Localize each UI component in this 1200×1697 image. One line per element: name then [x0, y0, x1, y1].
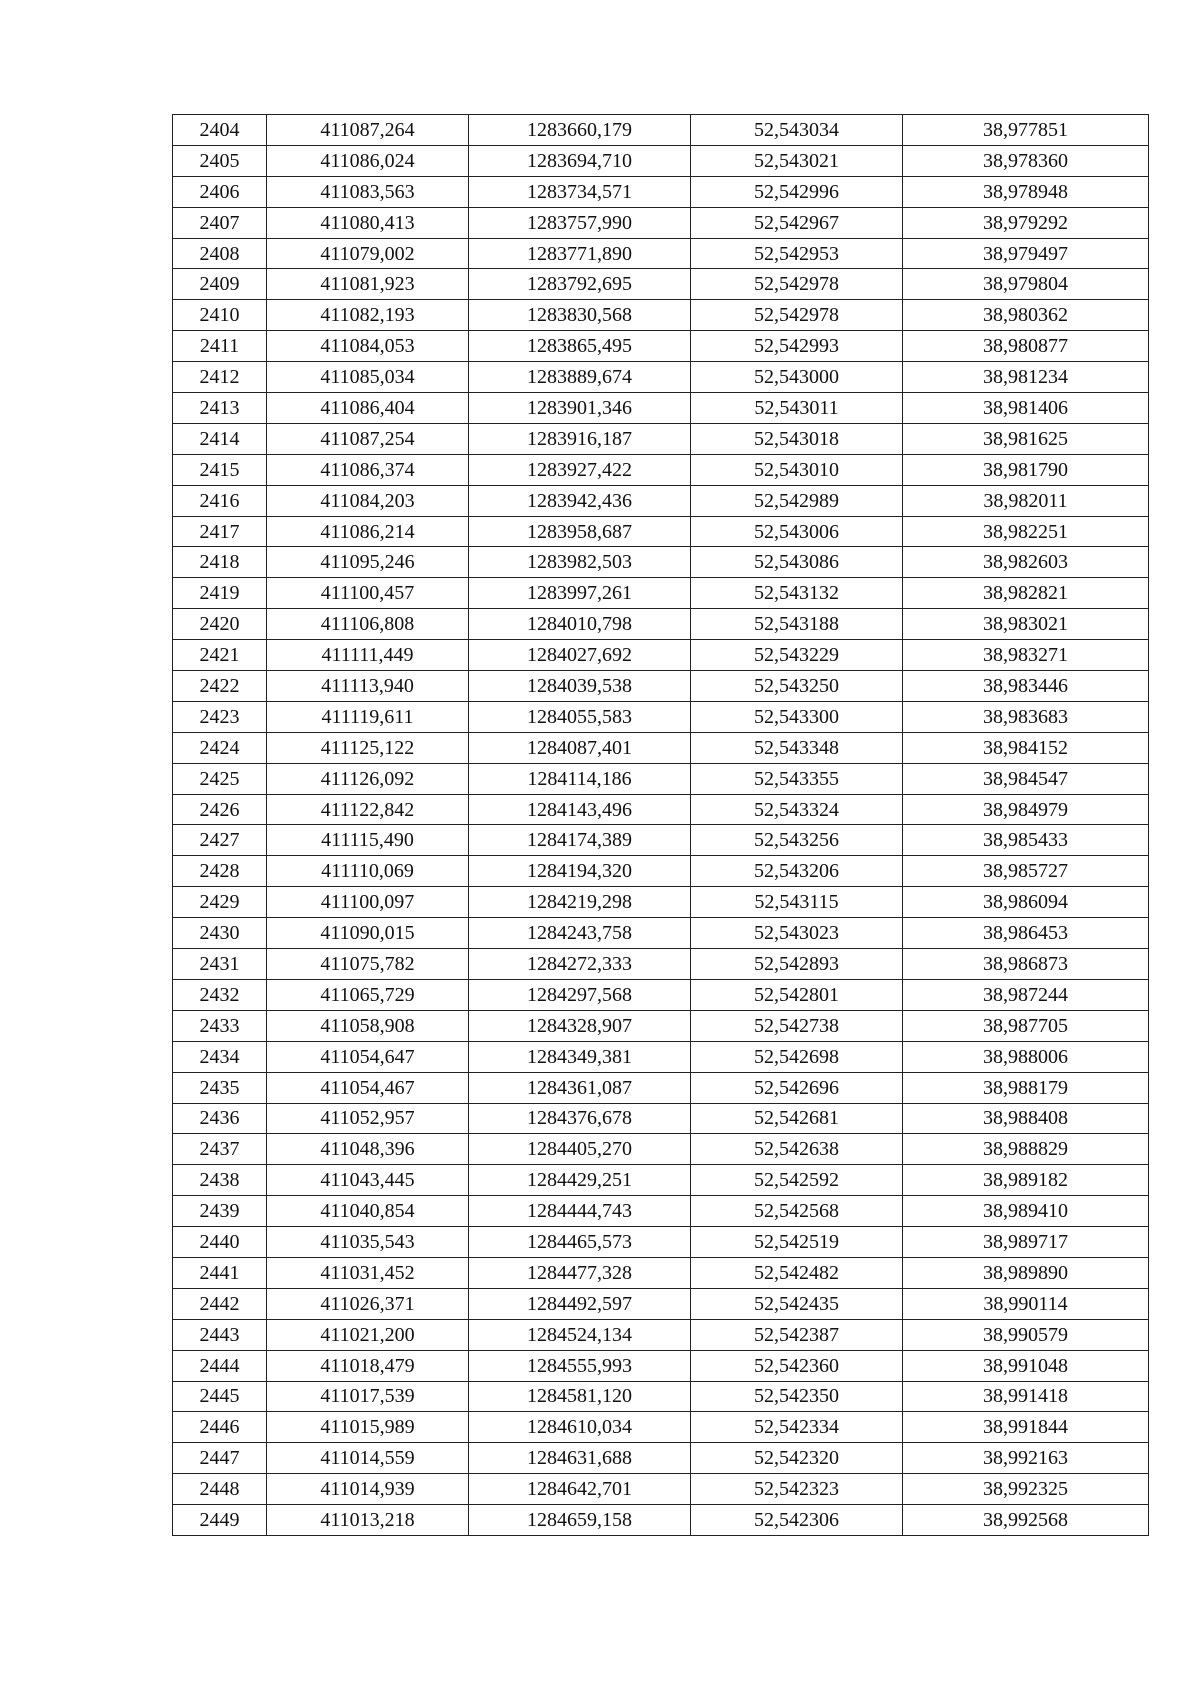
coordinates-table	[172, 114, 1149, 1536]
y-coordinate-cell: 1284631,688	[469, 1443, 691, 1474]
y-coordinate-cell: 1283958,687	[469, 516, 691, 547]
longitude-cell: 38,981790	[903, 454, 1149, 485]
longitude-cell: 38,988829	[903, 1134, 1149, 1165]
y-coordinate-cell: 1284272,333	[469, 949, 691, 980]
longitude-cell: 38,990114	[903, 1288, 1149, 1319]
longitude-cell: 38,982821	[903, 578, 1149, 609]
latitude-cell: 52,542696	[691, 1072, 903, 1103]
x-coordinate-cell: 411075,782	[267, 949, 469, 980]
longitude-cell: 38,992568	[903, 1505, 1149, 1536]
x-coordinate-cell: 411014,939	[267, 1474, 469, 1505]
longitude-cell: 38,979497	[903, 238, 1149, 269]
latitude-cell: 52,542993	[691, 331, 903, 362]
x-coordinate-cell: 411100,457	[267, 578, 469, 609]
x-coordinate-cell: 411084,053	[267, 331, 469, 362]
point-number-cell: 2408	[173, 238, 267, 269]
point-number-cell: 2431	[173, 949, 267, 980]
y-coordinate-cell: 1284405,270	[469, 1134, 691, 1165]
point-number-cell: 2409	[173, 269, 267, 300]
longitude-cell: 38,981406	[903, 393, 1149, 424]
table-row	[173, 1227, 1149, 1258]
latitude-cell: 52,543021	[691, 145, 903, 176]
y-coordinate-cell: 1284219,298	[469, 887, 691, 918]
point-number-cell: 2423	[173, 701, 267, 732]
longitude-cell: 38,991418	[903, 1381, 1149, 1412]
x-coordinate-cell: 411082,193	[267, 300, 469, 331]
y-coordinate-cell: 1284465,573	[469, 1227, 691, 1258]
table-row	[173, 1443, 1149, 1474]
x-coordinate-cell: 411106,808	[267, 609, 469, 640]
x-coordinate-cell: 411058,908	[267, 1010, 469, 1041]
table-row	[173, 794, 1149, 825]
point-number-cell: 2410	[173, 300, 267, 331]
latitude-cell: 52,543355	[691, 763, 903, 794]
longitude-cell: 38,989890	[903, 1257, 1149, 1288]
longitude-cell: 38,989410	[903, 1196, 1149, 1227]
point-number-cell: 2436	[173, 1103, 267, 1134]
y-coordinate-cell: 1284610,034	[469, 1412, 691, 1443]
table-row	[173, 207, 1149, 238]
x-coordinate-cell: 411040,854	[267, 1196, 469, 1227]
point-number-cell: 2444	[173, 1350, 267, 1381]
latitude-cell: 52,542519	[691, 1227, 903, 1258]
point-number-cell: 2413	[173, 393, 267, 424]
y-coordinate-cell: 1284659,158	[469, 1505, 691, 1536]
table-row	[173, 918, 1149, 949]
x-coordinate-cell: 411087,264	[267, 115, 469, 146]
y-coordinate-cell: 1283927,422	[469, 454, 691, 485]
table-row	[173, 887, 1149, 918]
table-row	[173, 1010, 1149, 1041]
point-number-cell: 2439	[173, 1196, 267, 1227]
table-row	[173, 516, 1149, 547]
x-coordinate-cell: 411110,069	[267, 856, 469, 887]
point-number-cell: 2411	[173, 331, 267, 362]
table-row	[173, 979, 1149, 1010]
x-coordinate-cell: 411126,092	[267, 763, 469, 794]
point-number-cell: 2445	[173, 1381, 267, 1412]
latitude-cell: 52,542387	[691, 1319, 903, 1350]
point-number-cell: 2447	[173, 1443, 267, 1474]
longitude-cell: 38,991844	[903, 1412, 1149, 1443]
table-row	[173, 145, 1149, 176]
latitude-cell: 52,542638	[691, 1134, 903, 1165]
table-row	[173, 1165, 1149, 1196]
y-coordinate-cell: 1283865,495	[469, 331, 691, 362]
longitude-cell: 38,979292	[903, 207, 1149, 238]
table-row	[173, 393, 1149, 424]
point-number-cell: 2418	[173, 547, 267, 578]
latitude-cell: 52,542482	[691, 1257, 903, 1288]
table-row	[173, 1134, 1149, 1165]
table-row	[173, 732, 1149, 763]
x-coordinate-cell: 411122,842	[267, 794, 469, 825]
longitude-cell: 38,983683	[903, 701, 1149, 732]
longitude-cell: 38,989182	[903, 1165, 1149, 1196]
point-number-cell: 2406	[173, 176, 267, 207]
latitude-cell: 52,543324	[691, 794, 903, 825]
table-row	[173, 640, 1149, 671]
latitude-cell: 52,543250	[691, 671, 903, 702]
y-coordinate-cell: 1284642,701	[469, 1474, 691, 1505]
point-number-cell: 2426	[173, 794, 267, 825]
point-number-cell: 2407	[173, 207, 267, 238]
latitude-cell: 52,543000	[691, 362, 903, 393]
point-number-cell: 2420	[173, 609, 267, 640]
y-coordinate-cell: 1283734,571	[469, 176, 691, 207]
x-coordinate-cell: 411111,449	[267, 640, 469, 671]
x-coordinate-cell: 411100,097	[267, 887, 469, 918]
longitude-cell: 38,980362	[903, 300, 1149, 331]
table-row	[173, 609, 1149, 640]
latitude-cell: 52,543206	[691, 856, 903, 887]
y-coordinate-cell: 1283757,990	[469, 207, 691, 238]
table-row	[173, 115, 1149, 146]
point-number-cell: 2421	[173, 640, 267, 671]
y-coordinate-cell: 1284524,134	[469, 1319, 691, 1350]
table-row	[173, 1072, 1149, 1103]
x-coordinate-cell: 411086,374	[267, 454, 469, 485]
y-coordinate-cell: 1283830,568	[469, 300, 691, 331]
latitude-cell: 52,542996	[691, 176, 903, 207]
longitude-cell: 38,984979	[903, 794, 1149, 825]
x-coordinate-cell: 411090,015	[267, 918, 469, 949]
x-coordinate-cell: 411013,218	[267, 1505, 469, 1536]
x-coordinate-cell: 411048,396	[267, 1134, 469, 1165]
point-number-cell: 2430	[173, 918, 267, 949]
table-row	[173, 485, 1149, 516]
longitude-cell: 38,991048	[903, 1350, 1149, 1381]
latitude-cell: 52,543010	[691, 454, 903, 485]
latitude-cell: 52,543188	[691, 609, 903, 640]
longitude-cell: 38,977851	[903, 115, 1149, 146]
x-coordinate-cell: 411018,479	[267, 1350, 469, 1381]
table-row	[173, 1474, 1149, 1505]
latitude-cell: 52,542738	[691, 1010, 903, 1041]
longitude-cell: 38,989717	[903, 1227, 1149, 1258]
longitude-cell: 38,983446	[903, 671, 1149, 702]
x-coordinate-cell: 411080,413	[267, 207, 469, 238]
y-coordinate-cell: 1284328,907	[469, 1010, 691, 1041]
y-coordinate-cell: 1284143,496	[469, 794, 691, 825]
x-coordinate-cell: 411054,647	[267, 1041, 469, 1072]
longitude-cell: 38,983021	[903, 609, 1149, 640]
point-number-cell: 2425	[173, 763, 267, 794]
latitude-cell: 52,542893	[691, 949, 903, 980]
point-number-cell: 2416	[173, 485, 267, 516]
longitude-cell: 38,984152	[903, 732, 1149, 763]
latitude-cell: 52,543132	[691, 578, 903, 609]
latitude-cell: 52,543034	[691, 115, 903, 146]
x-coordinate-cell: 411021,200	[267, 1319, 469, 1350]
point-number-cell: 2443	[173, 1319, 267, 1350]
point-number-cell: 2449	[173, 1505, 267, 1536]
point-number-cell: 2404	[173, 115, 267, 146]
x-coordinate-cell: 411079,002	[267, 238, 469, 269]
latitude-cell: 52,543348	[691, 732, 903, 763]
latitude-cell: 52,542360	[691, 1350, 903, 1381]
latitude-cell: 52,542592	[691, 1165, 903, 1196]
table-row	[173, 1350, 1149, 1381]
y-coordinate-cell: 1284444,743	[469, 1196, 691, 1227]
longitude-cell: 38,981234	[903, 362, 1149, 393]
y-coordinate-cell: 1283916,187	[469, 423, 691, 454]
longitude-cell: 38,980877	[903, 331, 1149, 362]
y-coordinate-cell: 1284174,389	[469, 825, 691, 856]
table-row	[173, 1196, 1149, 1227]
point-number-cell: 2415	[173, 454, 267, 485]
x-coordinate-cell: 411084,203	[267, 485, 469, 516]
point-number-cell: 2424	[173, 732, 267, 763]
longitude-cell: 38,979804	[903, 269, 1149, 300]
latitude-cell: 52,543006	[691, 516, 903, 547]
x-coordinate-cell: 411017,539	[267, 1381, 469, 1412]
latitude-cell: 52,543086	[691, 547, 903, 578]
table-row	[173, 1257, 1149, 1288]
y-coordinate-cell: 1284361,087	[469, 1072, 691, 1103]
table-row	[173, 856, 1149, 887]
y-coordinate-cell: 1283901,346	[469, 393, 691, 424]
table-row	[173, 269, 1149, 300]
y-coordinate-cell: 1284492,597	[469, 1288, 691, 1319]
x-coordinate-cell: 411015,989	[267, 1412, 469, 1443]
x-coordinate-cell: 411119,611	[267, 701, 469, 732]
latitude-cell: 52,543229	[691, 640, 903, 671]
x-coordinate-cell: 411086,214	[267, 516, 469, 547]
point-number-cell: 2435	[173, 1072, 267, 1103]
y-coordinate-cell: 1284555,993	[469, 1350, 691, 1381]
y-coordinate-cell: 1283982,503	[469, 547, 691, 578]
latitude-cell: 52,543011	[691, 393, 903, 424]
table-row	[173, 362, 1149, 393]
table-row	[173, 701, 1149, 732]
point-number-cell: 2432	[173, 979, 267, 1010]
point-number-cell: 2417	[173, 516, 267, 547]
x-coordinate-cell: 411035,543	[267, 1227, 469, 1258]
point-number-cell: 2422	[173, 671, 267, 702]
table-row	[173, 578, 1149, 609]
y-coordinate-cell: 1284114,186	[469, 763, 691, 794]
point-number-cell: 2434	[173, 1041, 267, 1072]
point-number-cell: 2414	[173, 423, 267, 454]
longitude-cell: 38,985433	[903, 825, 1149, 856]
table-row	[173, 300, 1149, 331]
x-coordinate-cell: 411052,957	[267, 1103, 469, 1134]
longitude-cell: 38,982011	[903, 485, 1149, 516]
y-coordinate-cell: 1283694,710	[469, 145, 691, 176]
longitude-cell: 38,988006	[903, 1041, 1149, 1072]
table-row	[173, 238, 1149, 269]
x-coordinate-cell: 411083,563	[267, 176, 469, 207]
x-coordinate-cell: 411085,034	[267, 362, 469, 393]
x-coordinate-cell: 411043,445	[267, 1165, 469, 1196]
longitude-cell: 38,992163	[903, 1443, 1149, 1474]
x-coordinate-cell: 411086,024	[267, 145, 469, 176]
longitude-cell: 38,985727	[903, 856, 1149, 887]
y-coordinate-cell: 1284477,328	[469, 1257, 691, 1288]
y-coordinate-cell: 1284297,568	[469, 979, 691, 1010]
y-coordinate-cell: 1284194,320	[469, 856, 691, 887]
latitude-cell: 52,542978	[691, 269, 903, 300]
y-coordinate-cell: 1284581,120	[469, 1381, 691, 1412]
y-coordinate-cell: 1284376,678	[469, 1103, 691, 1134]
longitude-cell: 38,982603	[903, 547, 1149, 578]
longitude-cell: 38,983271	[903, 640, 1149, 671]
latitude-cell: 52,542967	[691, 207, 903, 238]
x-coordinate-cell: 411087,254	[267, 423, 469, 454]
point-number-cell: 2433	[173, 1010, 267, 1041]
point-number-cell: 2442	[173, 1288, 267, 1319]
latitude-cell: 52,542334	[691, 1412, 903, 1443]
point-number-cell: 2428	[173, 856, 267, 887]
y-coordinate-cell: 1284039,538	[469, 671, 691, 702]
longitude-cell: 38,978948	[903, 176, 1149, 207]
longitude-cell: 38,986453	[903, 918, 1149, 949]
y-coordinate-cell: 1283942,436	[469, 485, 691, 516]
table-row	[173, 1041, 1149, 1072]
longitude-cell: 38,982251	[903, 516, 1149, 547]
x-coordinate-cell: 411086,404	[267, 393, 469, 424]
x-coordinate-cell: 411113,940	[267, 671, 469, 702]
x-coordinate-cell: 411031,452	[267, 1257, 469, 1288]
table-row	[173, 176, 1149, 207]
x-coordinate-cell: 411014,559	[267, 1443, 469, 1474]
y-coordinate-cell: 1283997,261	[469, 578, 691, 609]
longitude-cell: 38,988179	[903, 1072, 1149, 1103]
table-row	[173, 1288, 1149, 1319]
point-number-cell: 2429	[173, 887, 267, 918]
y-coordinate-cell: 1283660,179	[469, 115, 691, 146]
longitude-cell: 38,987244	[903, 979, 1149, 1010]
table-row	[173, 547, 1149, 578]
table-row	[173, 671, 1149, 702]
y-coordinate-cell: 1283889,674	[469, 362, 691, 393]
y-coordinate-cell: 1283792,695	[469, 269, 691, 300]
table-row	[173, 1319, 1149, 1350]
latitude-cell: 52,542568	[691, 1196, 903, 1227]
x-coordinate-cell: 411065,729	[267, 979, 469, 1010]
latitude-cell: 52,543300	[691, 701, 903, 732]
table-row	[173, 1505, 1149, 1536]
longitude-cell: 38,986873	[903, 949, 1149, 980]
y-coordinate-cell: 1284027,692	[469, 640, 691, 671]
point-number-cell: 2441	[173, 1257, 267, 1288]
latitude-cell: 52,542435	[691, 1288, 903, 1319]
x-coordinate-cell: 411115,490	[267, 825, 469, 856]
point-number-cell: 2446	[173, 1412, 267, 1443]
longitude-cell: 38,986094	[903, 887, 1149, 918]
longitude-cell: 38,987705	[903, 1010, 1149, 1041]
longitude-cell: 38,981625	[903, 423, 1149, 454]
latitude-cell: 52,542306	[691, 1505, 903, 1536]
latitude-cell: 52,542801	[691, 979, 903, 1010]
latitude-cell: 52,542698	[691, 1041, 903, 1072]
y-coordinate-cell: 1283771,890	[469, 238, 691, 269]
x-coordinate-cell: 411054,467	[267, 1072, 469, 1103]
latitude-cell: 52,542323	[691, 1474, 903, 1505]
table-row	[173, 825, 1149, 856]
point-number-cell: 2438	[173, 1165, 267, 1196]
latitude-cell: 52,542953	[691, 238, 903, 269]
latitude-cell: 52,542989	[691, 485, 903, 516]
point-number-cell: 2440	[173, 1227, 267, 1258]
y-coordinate-cell: 1284087,401	[469, 732, 691, 763]
longitude-cell: 38,978360	[903, 145, 1149, 176]
latitude-cell: 52,543023	[691, 918, 903, 949]
x-coordinate-cell: 411125,122	[267, 732, 469, 763]
point-number-cell: 2437	[173, 1134, 267, 1165]
y-coordinate-cell: 1284010,798	[469, 609, 691, 640]
point-number-cell: 2427	[173, 825, 267, 856]
point-number-cell: 2419	[173, 578, 267, 609]
x-coordinate-cell: 411081,923	[267, 269, 469, 300]
longitude-cell: 38,984547	[903, 763, 1149, 794]
y-coordinate-cell: 1284243,758	[469, 918, 691, 949]
y-coordinate-cell: 1284429,251	[469, 1165, 691, 1196]
latitude-cell: 52,543018	[691, 423, 903, 454]
table-row	[173, 1412, 1149, 1443]
longitude-cell: 38,990579	[903, 1319, 1149, 1350]
latitude-cell: 52,543256	[691, 825, 903, 856]
latitude-cell: 52,542350	[691, 1381, 903, 1412]
table-row	[173, 454, 1149, 485]
table-row	[173, 1381, 1149, 1412]
latitude-cell: 52,542320	[691, 1443, 903, 1474]
latitude-cell: 52,542978	[691, 300, 903, 331]
longitude-cell: 38,988408	[903, 1103, 1149, 1134]
coordinates-table-body	[173, 115, 1149, 1536]
point-number-cell: 2405	[173, 145, 267, 176]
point-number-cell: 2412	[173, 362, 267, 393]
point-number-cell: 2448	[173, 1474, 267, 1505]
table-row	[173, 331, 1149, 362]
y-coordinate-cell: 1284055,583	[469, 701, 691, 732]
y-coordinate-cell: 1284349,381	[469, 1041, 691, 1072]
x-coordinate-cell: 411095,246	[267, 547, 469, 578]
longitude-cell: 38,992325	[903, 1474, 1149, 1505]
table-row	[173, 423, 1149, 454]
table-row	[173, 949, 1149, 980]
latitude-cell: 52,543115	[691, 887, 903, 918]
x-coordinate-cell: 411026,371	[267, 1288, 469, 1319]
table-row	[173, 763, 1149, 794]
latitude-cell: 52,542681	[691, 1103, 903, 1134]
table-row	[173, 1103, 1149, 1134]
